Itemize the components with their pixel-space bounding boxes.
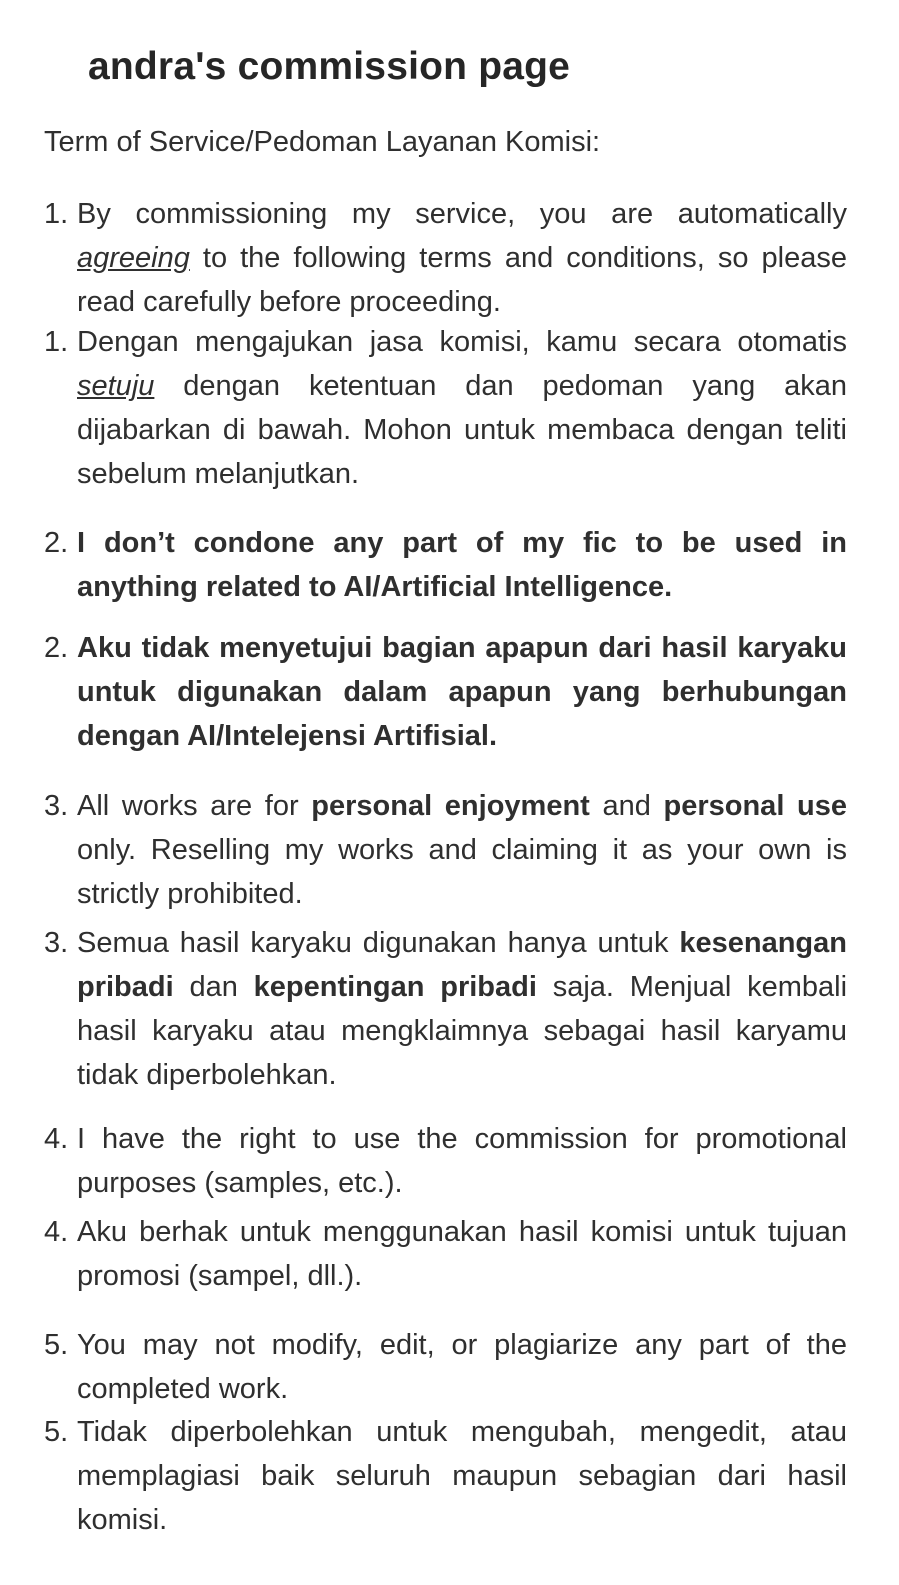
item-text: Semua hasil karyaku digunakan hanya untuk kesenangan pribadi dan kepentingan pribadi saja. Menjual kembali hasil karyaku atau mengklaimnya sebagai hasil karyamu tidak diperbolehkan. xyxy=(77,927,848,1091)
item-number: 3. xyxy=(44,790,69,822)
item-number: 3. xyxy=(44,927,69,959)
term-item-3-en xyxy=(44,784,847,916)
item-text: You may not modify, edit, or plagiarize any part of the completed work. xyxy=(77,1329,847,1405)
emphasis-agreeing: agreeing xyxy=(77,242,190,274)
item-text: Dengan mengajukan jasa komisi, kamu secara otomatis setuju dengan ketentuan dan pedoman yang akan dijabarkan di bawah. Mohon untuk membaca dengan teliti sebelum melanjutkan. xyxy=(77,326,847,490)
item-text: I don’t condone any part of my fic to be used in anything related to AI/Artificial Intelligence. xyxy=(77,527,847,603)
term-item-4-en xyxy=(44,1117,847,1205)
item-text: Aku berhak untuk menggunakan hasil komisi untuk tujuan promosi (sampel, dll.). xyxy=(77,1216,847,1292)
item-number: 5. xyxy=(44,1329,69,1361)
item-text: Tidak diperbolehkan untuk mengubah, mengedit, atau memplagiasi baik seluruh maupun sebagian dari hasil komisi. xyxy=(77,1416,847,1536)
item-text: I have the right to use the commission for promotional purposes (samples, etc.). xyxy=(77,1123,847,1199)
item-text: By commissioning my service, you are automatically agreeing to the following terms and conditions, so please read carefully before proceeding. xyxy=(77,198,847,318)
emphasis-setuju: setuju xyxy=(77,370,155,402)
page-title: andra's commission page xyxy=(88,45,571,88)
term-item-4-id xyxy=(44,1210,847,1298)
term-item-1-id xyxy=(44,320,847,496)
item-number: 1. xyxy=(44,198,69,230)
item-text: All works are for personal enjoyment and personal use only. Reselling my works and claiming it as your own is strictly prohibited. xyxy=(77,790,847,910)
terms-heading: Term of Service/Pedoman Layanan Komisi: xyxy=(44,126,601,158)
item-number: 2. xyxy=(44,632,69,664)
term-item-3-id xyxy=(44,921,847,1097)
term-item-5-en xyxy=(44,1323,847,1411)
term-item-1-en xyxy=(44,192,847,324)
term-item-2-en xyxy=(44,521,847,609)
term-item-5-id xyxy=(44,1410,847,1542)
item-number: 4. xyxy=(44,1123,69,1155)
term-item-2-id xyxy=(44,626,847,758)
item-number: 2. xyxy=(44,527,69,559)
item-number: 4. xyxy=(44,1216,69,1248)
item-number: 1. xyxy=(44,326,69,358)
item-number: 5. xyxy=(44,1416,69,1448)
item-text: Aku tidak menyetujui bagian apapun dari hasil karyaku untuk digunakan dalam apapun yang berhubungan dengan AI/Intelejensi Artifisial. xyxy=(77,632,847,752)
